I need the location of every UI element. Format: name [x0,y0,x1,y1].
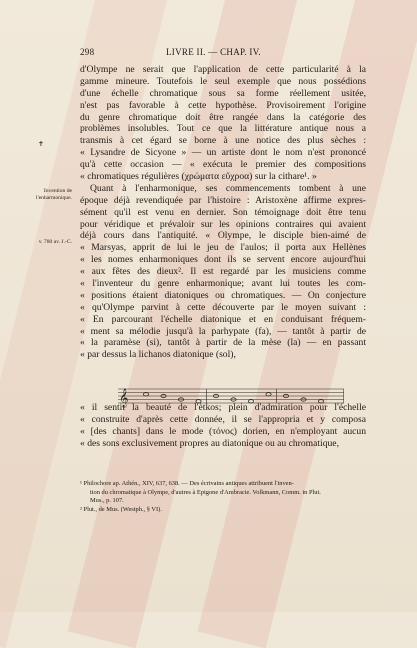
text-line: « l'inventeur du genre enharmonique; avant lui toutes les com- [80,278,366,290]
margin-note-date: v. 780 av. J.-C. [38,239,72,245]
text-line: déjà cours dans l'antiquité. « Olympe, le disciple bien-aimé de [80,230,366,242]
music-note [248,400,253,403]
text-line: pour véridique et prévaloir sur les opinions contraires qui avaient [80,218,366,230]
music-note [143,393,148,396]
music-note [196,400,201,403]
page-number: 298 [80,47,95,57]
treble-clef-icon: 𝄞 [119,388,129,407]
text-line: « il sentit la beauté de l'ètkos; plein d'admiration pour l'échelle [80,402,366,414]
margin-mark: ✝ [38,140,44,148]
staff-lines [118,389,344,403]
text-line: transmis à cet égard se borne à une notice des plus sèches : [80,135,366,147]
text-line: « aux fêtes des dieux². Il est regardé par les musiciens comme [80,266,366,278]
text-line: époque déjà revendiquée par l'histoire : Aristoxène affirme expres- [80,194,366,206]
text-line: « qu'Olympe parvint à cette découverte par le moyen suivant : [80,301,366,313]
paragraph-1 [80,64,366,183]
text-line: « des sons exclusivement propres au diatonique ou au chromatique, [80,437,339,449]
text-line: Quant à l'enharmonique, ses commencements tombent à une [90,182,366,194]
footnote-line: tion du chromatique à Olympe, d'autres à Epigone d'Ambracie. Volkmann, Comm. in Plut. [90,488,321,496]
music-example [118,386,344,412]
text-line: « [des chants] dans le mode (τόνος) dorien, en n'employant aucun [80,426,366,438]
text-line: sément qu'il est venu en dernier. Son témoignage doit être tenu [80,206,366,218]
footnote-line: Mus., p. 107. [90,497,124,505]
margin-note-enharmonic: Invention de l'enharmonique. [36,188,72,201]
text-line: « les nomes enharmoniques dont ils se servent encore aujourd'hui [80,254,366,266]
text-line: du genre chromatique doit être rangée dans la catégorie des [80,111,366,123]
text-line: « construite d'après cette donnée, il se l'appropria et y composa [80,414,366,426]
text-line: gamme mineure. Toutefois le seul exemple que nous possédions [80,75,366,87]
text-line: d'Olympe ne serait que l'application de cette particularité à la [80,64,366,75]
text-line: d'une échelle chromatique sous sa forme réellement usitée, [80,87,366,99]
text-line: « Marsyas, apprit de lui le jeu de l'aulos; il porta aux Hellènes [80,242,366,254]
footnotes [80,480,366,514]
text-line: « positions étaient diatoniques ou chromatiques. — On conjecture [80,289,366,301]
running-title: LIVRE II. — CHAP. IV. [166,47,261,57]
text-line: « par dessus la lichanos diatonique (sol), [80,349,236,361]
running-header [80,47,370,59]
footnote-line: ² Plut., de Mus. (Westph., § VI). [80,505,162,513]
music-note [266,393,271,396]
text-line: problèmes insolubles. Tout ce que la littérature antique nous a [80,123,366,135]
text-line: « Lysandre de Sicyone » — un artiste dont le nom n'est prononcé [80,147,366,159]
music-note [318,400,323,403]
text-line: « chromatiques régulières (χρώματα εὔχροα) sur la cithare¹. » [80,171,317,183]
text-line: « En parcourant l'échelle diatonique et en conduisant fréquem- [80,313,366,325]
footnote-line: ¹ Philochore ap. Athén., XIV, 637, 638. — Des écrivains antiques attribuent l'inven- [80,480,294,487]
text-line: « ment sa mélodie jusqu'à la parhypate (fa), — tantôt à partir de [80,325,366,337]
text-line: qu'à cette occasion — « exécuta le premier des compositions [80,159,366,171]
paragraph-2 [80,183,366,361]
text-line: « la paramèse (si), tantôt à partir de la mèse (la) — en passant [80,337,366,349]
text-line: n'est pas favorable à cette hypothèse. Provisoirement l'origine [80,99,366,111]
